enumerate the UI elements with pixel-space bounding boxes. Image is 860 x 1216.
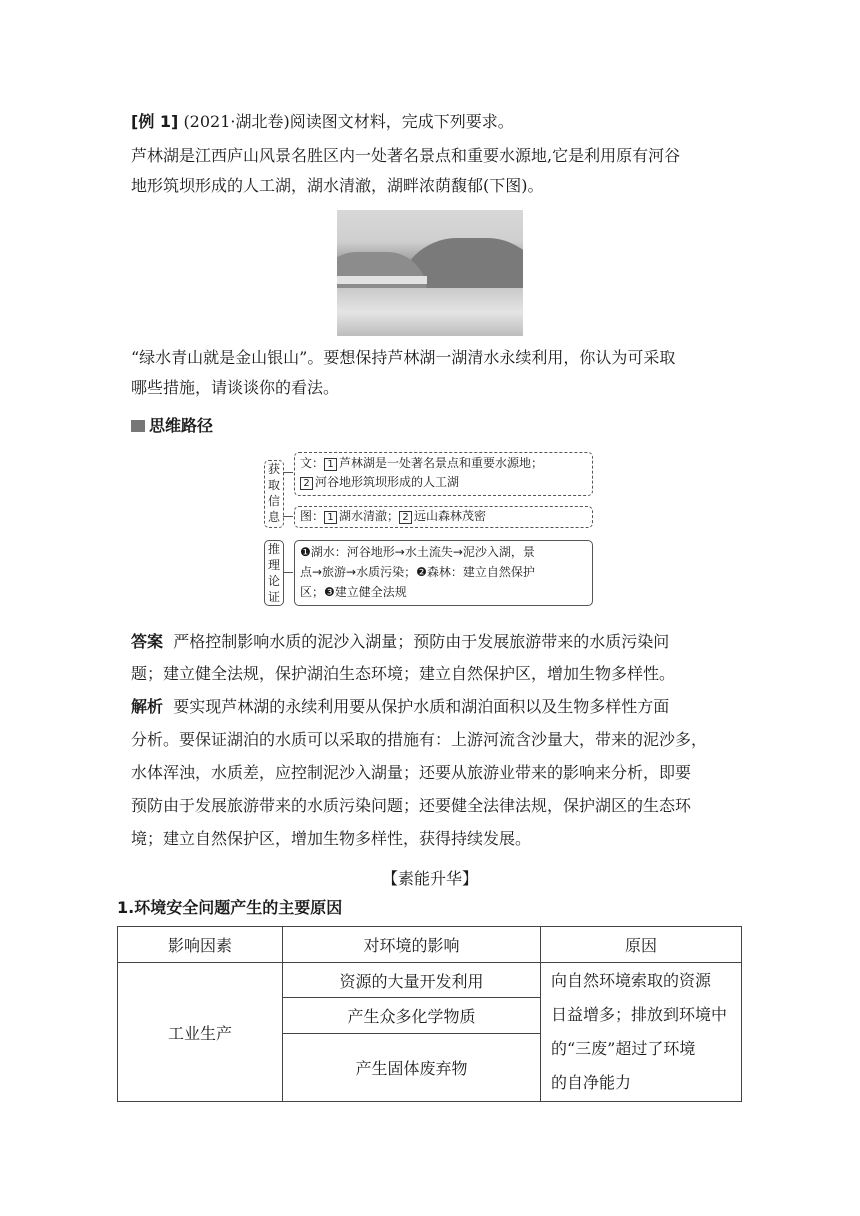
material-line-1: 芦林湖是江西庐山风景名胜区内一处著名景点和重要水源地,它是利用原有河谷 — [131, 146, 681, 165]
cause-table — [117, 926, 742, 1102]
effect-cell: 产生众多化学物质 — [283, 998, 541, 1033]
answer-line-1: 答案 严格控制影响水质的泥沙入湖量；预防由于发展旅游带来的水质污染问 — [131, 632, 670, 651]
image-info-line: 图： 1 湖水清澈； 2 远山森林茂密 — [300, 509, 487, 523]
text-info-line-1: 文： 1 芦林湖是一处著名景点和重要水源地； — [300, 456, 544, 470]
table-header-row — [118, 927, 742, 963]
analysis-line-2: 分析。要保证湖泊的水质可以采取的措施有：上游河流含沙量大，带来的泥沙多， — [131, 730, 708, 749]
reason-label: 推理论证 — [267, 542, 280, 604]
analysis-line-3: 水体浑浊，水质差，应控制泥沙入湖量；还要从旅游业带来的影响来分析，即要 — [131, 763, 692, 782]
get-info-label: 获取信息 — [267, 462, 280, 524]
thinking-heading — [131, 416, 213, 436]
factor-cell: 工业生产 — [118, 963, 283, 1102]
question-line-1: “绿水青山就是金山银山”。要想保持芦林湖一湖清水永续利用，你认为可采取 — [131, 348, 676, 367]
section-mark-icon — [131, 420, 145, 432]
upgrade-subtitle: 1.环境安全问题产生的主要原因 — [117, 898, 343, 917]
example-heading — [131, 112, 514, 132]
header-effect: 对环境的影响 — [283, 927, 541, 963]
example-tag: [例 1] — [131, 112, 179, 131]
example-source: (2021·湖北卷)阅读图文材料，完成下列要求。 — [183, 112, 514, 131]
analysis-line-4: 预防由于发展旅游带来的水质污染问题；还要健全法律法规，保护湖区的生态环 — [131, 796, 692, 815]
answer-line-2: 题；建立健全法规，保护湖泊生态环境；建立自然保护区，增加生物多样性。 — [131, 664, 676, 683]
header-reason: 原因 — [541, 927, 742, 963]
analysis-label: 解析 — [131, 697, 164, 716]
table-row — [118, 963, 742, 998]
analysis-line-1: 解析 要实现芦林湖的永续利用要从保护水质和湖泊面积以及生物多样性方面 — [131, 697, 670, 716]
reason-line-3: 区；❸建立健全法规 — [300, 585, 407, 599]
analysis-line-5: 境；建立自然保护区，增加生物多样性，获得持续发展。 — [131, 829, 532, 848]
lake-photo — [337, 210, 523, 336]
text-info-line-2: 2 河谷地形筑坝形成的人工湖 — [300, 474, 459, 491]
header-factor: 影响因素 — [118, 927, 283, 963]
effect-cell: 产生固体废弃物 — [283, 1033, 541, 1101]
answer-label: 答案 — [131, 632, 164, 651]
effect-cell: 资源的大量开发利用 — [283, 963, 541, 998]
reason-cell: 向自然环境索取的资源 日益增多；排放到环境中 的“三废”超过了环境 的自净能力 — [541, 963, 742, 1102]
upgrade-title: 【素能升华】 — [381, 869, 478, 888]
reason-line-2: 点→旅游→水质污染；❷森林：建立自然保护 — [300, 565, 535, 579]
material-line-2: 地形筑坝形成的人工湖，湖水清澈，湖畔浓荫馥郁(下图)。 — [131, 176, 544, 195]
thinking-title: 思维路径 — [149, 416, 214, 435]
question-line-2: 哪些措施，请谈谈你的看法。 — [131, 378, 340, 397]
reason-line-1: ❶湖水：河谷地形→水土流失→泥沙入湖，景 — [300, 545, 535, 559]
